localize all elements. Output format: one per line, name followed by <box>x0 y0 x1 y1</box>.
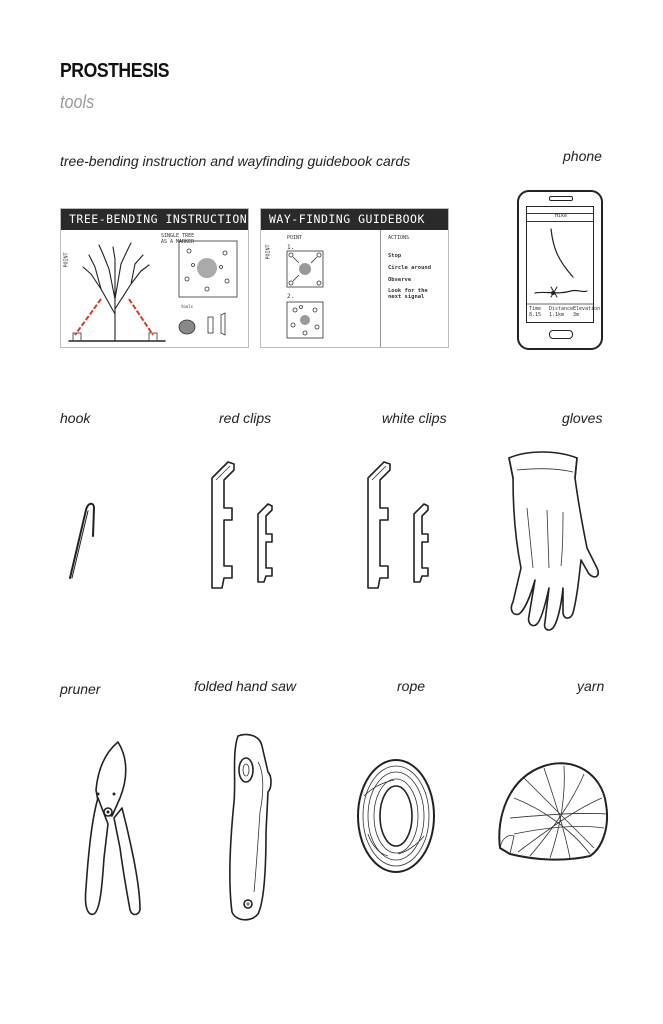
page-subtitle: tools <box>60 92 95 112</box>
rope-label: rope <box>397 678 426 694</box>
card1-tools-label: tools <box>181 304 194 309</box>
pruner-label: pruner <box>60 681 101 697</box>
hook-label: hook <box>60 410 91 426</box>
card2-point-label: POINT <box>287 235 303 241</box>
action-item: next signal <box>388 294 425 300</box>
phone-illustration <box>517 190 603 350</box>
card1-caption-line1: SINGLE TREE <box>161 233 195 239</box>
gloves-illustration <box>497 448 607 633</box>
phone-label: phone <box>563 148 602 164</box>
elevation-label: Elevation <box>573 306 601 312</box>
pruner-illustration <box>78 738 158 923</box>
red-clips-illustration <box>192 458 282 598</box>
rope-illustration <box>354 756 444 876</box>
card2-step2: 2. <box>287 293 295 300</box>
time-label: Time <box>529 306 542 312</box>
phone-home-button <box>549 330 573 339</box>
folded-saw-illustration <box>218 732 288 922</box>
card2-actions-label: ACTIONS <box>388 235 410 241</box>
way-finding-illustration <box>261 209 448 347</box>
phone-map-trail <box>527 207 593 317</box>
card2-side-label: POINT <box>265 244 272 260</box>
gloves-label: gloves <box>562 410 603 426</box>
white-clips-illustration <box>348 458 438 598</box>
card1-side-label: POINT <box>63 252 70 268</box>
card2-step1: 1. <box>287 244 295 251</box>
time-value: 8.15 <box>529 312 542 318</box>
action-item: Observe <box>388 277 412 283</box>
action-item: Stop <box>388 253 402 259</box>
distance-value: 1.1km <box>549 312 565 318</box>
card1-caption-line2: AS A MARKER <box>161 239 195 245</box>
hook-illustration <box>60 498 100 588</box>
white-clips-label: white clips <box>382 410 447 426</box>
tree-bending-illustration <box>61 209 248 347</box>
page-title: PROSTHESIS <box>60 60 170 82</box>
elevation-value: 3m <box>573 312 580 318</box>
saw-label: folded hand saw <box>194 678 296 694</box>
phone-screen <box>526 206 601 323</box>
yarn-illustration <box>494 758 614 868</box>
tree-bending-card <box>60 208 249 348</box>
distance-label: Distance <box>549 306 574 312</box>
way-finding-card <box>260 208 449 348</box>
action-item: Circle around <box>388 265 432 271</box>
cards-label: tree-bending instruction and wayfinding guidebook cards <box>60 153 411 169</box>
yarn-label: yarn <box>577 678 605 694</box>
tree-bending-card-title: TREE-BENDING INSTRUCTION <box>61 209 248 230</box>
red-clips-label: red clips <box>219 410 272 426</box>
action-item: Look for the <box>388 288 428 294</box>
way-finding-card-title: WAY-FINDING GUIDEBOOK <box>261 209 448 230</box>
phone-hike-label: Hike <box>555 213 568 219</box>
